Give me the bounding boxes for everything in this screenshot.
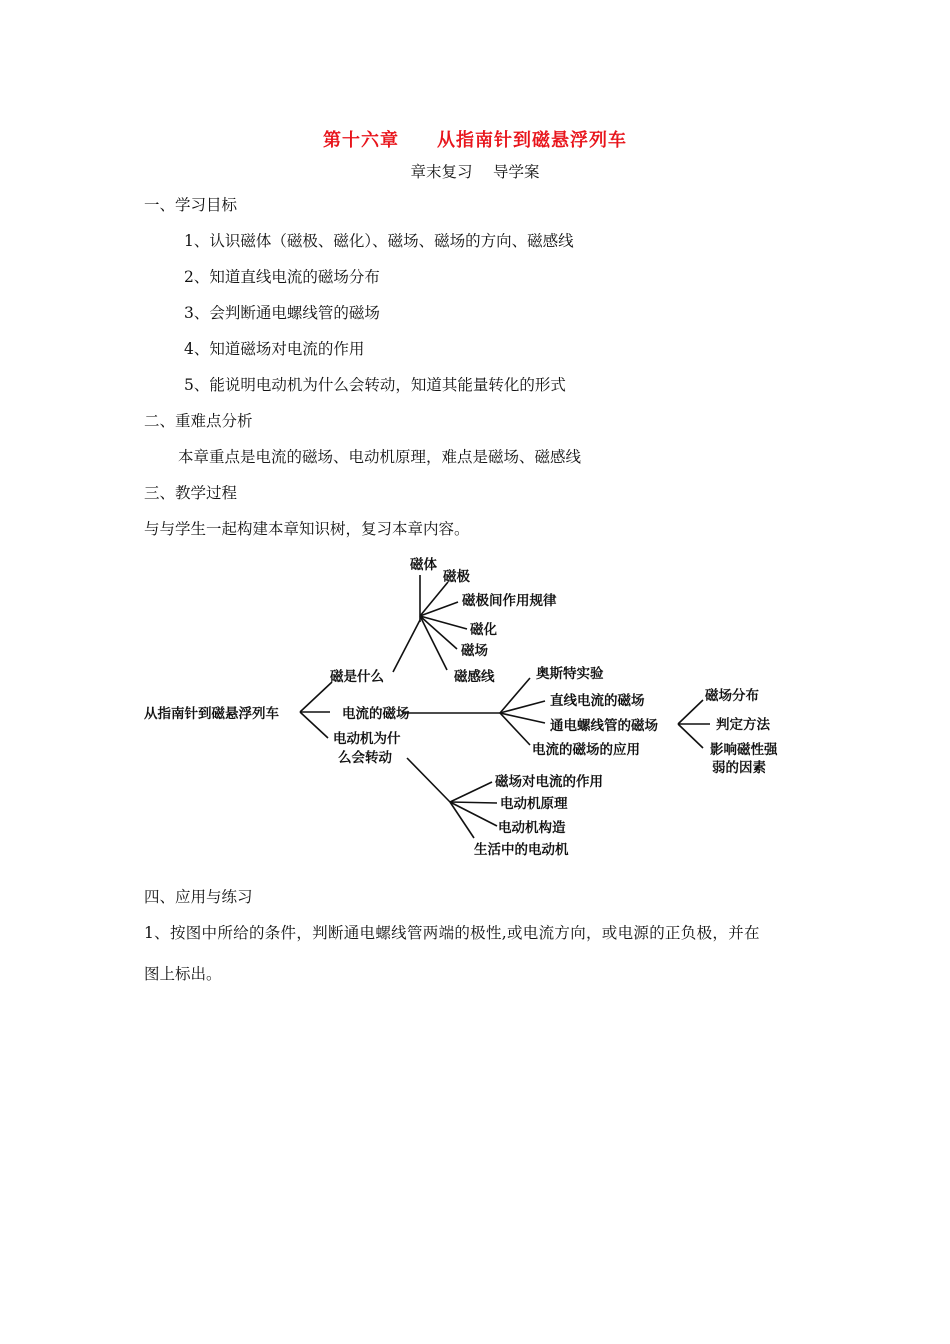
tree-leaf-label: 生活中的电动机 <box>474 842 569 858</box>
tree-subleaf-label: 影响磁性强 <box>710 742 778 758</box>
knowledge-tree-diagram <box>0 550 950 870</box>
tree-subleaf-label: 判定方法 <box>716 717 770 733</box>
section-heading-practice: 四、应用与练习 <box>144 888 253 906</box>
section-heading-process: 三、教学过程 <box>144 484 238 502</box>
document-subtitle: 章末复习 导学案 <box>410 163 540 181</box>
document-title: 第十六章 从指南针到磁悬浮列车 <box>323 130 627 151</box>
tree-leaf-label: 直线电流的磁场 <box>550 693 645 709</box>
tree-root-label: 从指南针到磁悬浮列车 <box>144 706 279 722</box>
tree-branch-label: 么会转动 <box>338 750 392 766</box>
tree-leaf-label: 磁感线 <box>454 669 495 685</box>
practice-question-line: 图上标出。 <box>144 965 222 983</box>
tree-leaf-label: 磁体 <box>410 557 437 573</box>
tree-leaf-label: 电动机原理 <box>500 796 568 812</box>
key-points-text: 本章重点是电流的磁场、电动机原理，难点是磁场、磁感线 <box>178 448 582 466</box>
objective-item: 4、知道磁场对电流的作用 <box>184 340 365 358</box>
tree-leaf-label: 磁化 <box>470 622 497 638</box>
section-heading-objectives: 一、学习目标 <box>144 196 238 214</box>
objective-item: 3、会判断通电螺线管的磁场 <box>184 304 380 322</box>
tree-leaf-label: 磁场对电流的作用 <box>495 774 603 790</box>
tree-subleaf-label: 弱的因素 <box>712 760 766 776</box>
objective-item: 5、能说明电动机为什么会转动，知道其能量转化的形式 <box>184 376 566 394</box>
tree-subleaf-label: 磁场分布 <box>705 688 759 704</box>
process-intro: 与与学生一起构建本章知识树，复习本章内容。 <box>144 520 470 538</box>
tree-leaf-label: 磁极间作用规律 <box>462 593 557 609</box>
tree-leaf-label: 通电螺线管的磁场 <box>550 718 658 734</box>
tree-leaf-label: 磁极 <box>443 569 470 585</box>
objective-item: 2、知道直线电流的磁场分布 <box>184 268 380 286</box>
tree-leaf-label: 奥斯特实验 <box>536 666 604 682</box>
practice-question-line: 1、按图中所给的条件，判断通电螺线管两端的极性,或电流方向，或电源的正负极，并在 <box>144 924 760 942</box>
tree-leaf-label: 磁场 <box>461 643 488 659</box>
tree-leaf-label: 电流的磁场的应用 <box>532 742 640 758</box>
tree-branch-label: 磁是什么 <box>330 669 384 685</box>
tree-branch-label: 电动机为什 <box>333 731 401 747</box>
objective-item: 1、认识磁体（磁极、磁化）、磁场、磁场的方向、磁感线 <box>184 232 574 250</box>
tree-branch-label: 电流的磁场 <box>342 706 410 722</box>
tree-leaf-label: 电动机构造 <box>498 820 566 836</box>
section-heading-key-points: 二、重难点分析 <box>144 412 253 430</box>
